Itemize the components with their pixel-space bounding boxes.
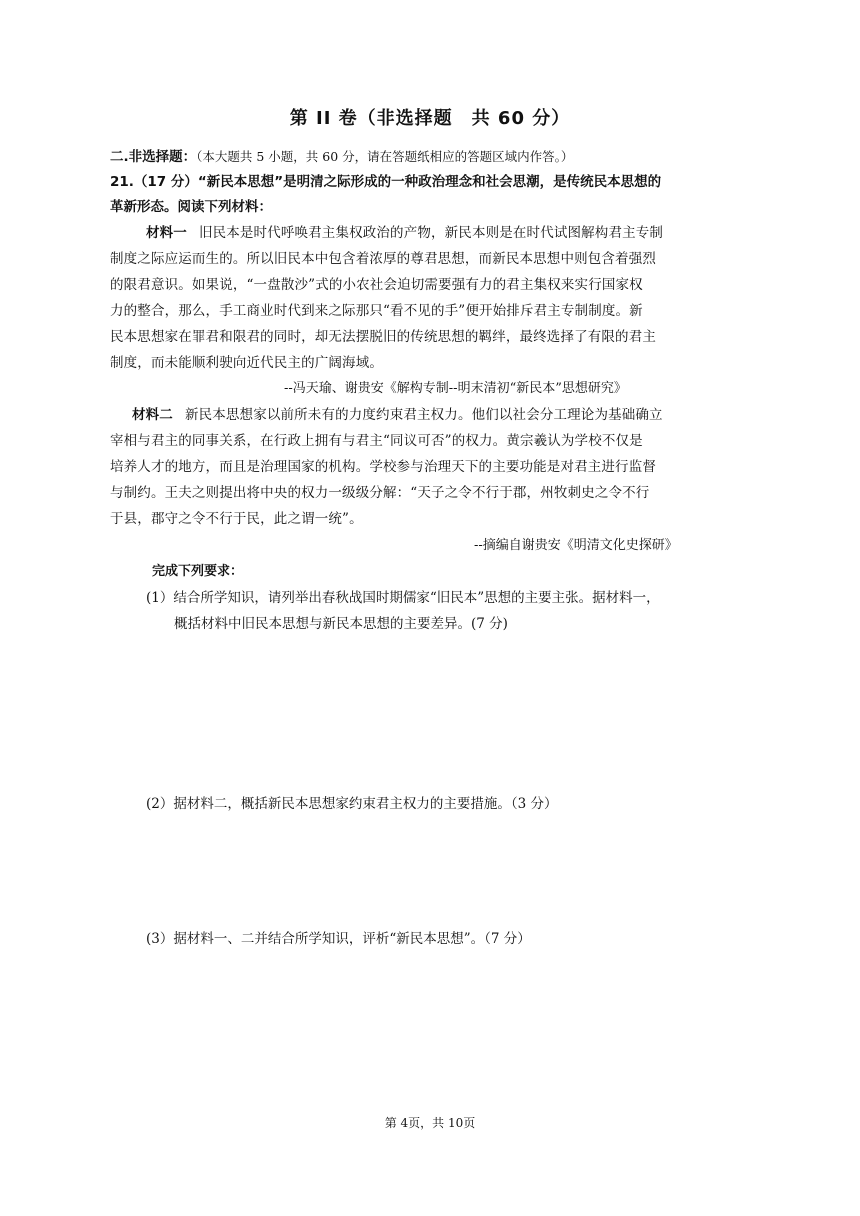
material1-label: 材料一 (146, 225, 187, 241)
material2-line-1 (132, 405, 663, 425)
material2-line-4: 与制约。王夫之则提出将中央的权力一级级分解：“天子之令不行于郡，州牧刺史之令不行 (110, 485, 650, 501)
sub-question-1-line-2: 概括材料中旧民本思想与新民本思想的主要差异。(7 分) (174, 616, 508, 632)
material1-line-4: 力的整合，那么，手工商业时代到来之际那只“看不见的手”便开始排斥君主专制制度。新 (110, 303, 643, 319)
sub-question-3: (3）据材料一、二并结合所学知识，评析“新民本思想”。（7 分） (146, 931, 531, 947)
material2-label: 材料二 (132, 407, 173, 423)
material1-text: 旧民本是时代呼唤君主集权政治的产物，新民本则是在时代试图解构君主专制 (198, 225, 664, 241)
material1-line-5: 民本思想家在罪君和限君的同时，却无法摆脱旧的传统思想的羁绊，最终选择了有限的君主 (110, 329, 656, 345)
instruction: 完成下列要求： (152, 564, 244, 579)
question-stem-line-2: 革新形态。阅读下列材料： (110, 199, 272, 215)
material1-line-6: 制度，而未能顺利驶向近代民主的广阔海域。 (110, 355, 383, 371)
material1-line-1 (146, 223, 663, 243)
question-stem-line-1: 21.（17 分）“新民本思想”是明清之际形成的一种政治理念和社会思潮，是传统民本思想的 (110, 174, 662, 190)
section-label: 二.非选择题： (110, 149, 197, 165)
page-title: 第 II 卷（非选择题 共 60 分） (289, 108, 571, 129)
material2-source: --摘编自谢贵安《明清文化史探研》 (474, 538, 678, 553)
page-footer: 第 4页，共 10页 (384, 1116, 476, 1130)
material1-source: --冯天瑜、谢贵安《解构专制--明末清初“新民本”思想研究》 (284, 381, 627, 396)
material2-line-5: 于县，郡守之令不行于民，此之谓一统”。 (110, 511, 363, 527)
material2-line-2: 宰相与君主的同事关系，在行政上拥有与君主“同议可否”的权力。黄宗羲认为学校不仅是 (110, 433, 643, 449)
material2-text: 新民本思想家以前所未有的力度约束君主权力。他们以社会分工理论为基础确立 (184, 407, 663, 423)
section-note: （本大题共 5 小题，共 60 分，请在答题纸相应的答题区域内作答。） (196, 149, 574, 164)
material1-line-2: 制度之际应运而生的。所以旧民本中包含着浓厚的尊君思想，而新民本思想中则包含着强烈 (110, 251, 656, 267)
material2-line-3: 培养人才的地方，而且是治理国家的机构。学校参与治理天下的主要功能是对君主进行监督 (110, 459, 656, 475)
material1-line-3: 的限君意识。如果说，“一盘散沙”式的小农社会迫切需要强有力的君主集权来实行国家权 (110, 277, 643, 293)
sub-question-2: (2）据材料二，概括新民本思想家约束君主权力的主要措施。（3 分） (146, 796, 558, 812)
sub-question-1-line-1: (1）结合所学知识，请列举出春秋战国时期儒家“旧民本”思想的主要主张。据材料一， (146, 590, 660, 606)
section-header (110, 147, 573, 167)
